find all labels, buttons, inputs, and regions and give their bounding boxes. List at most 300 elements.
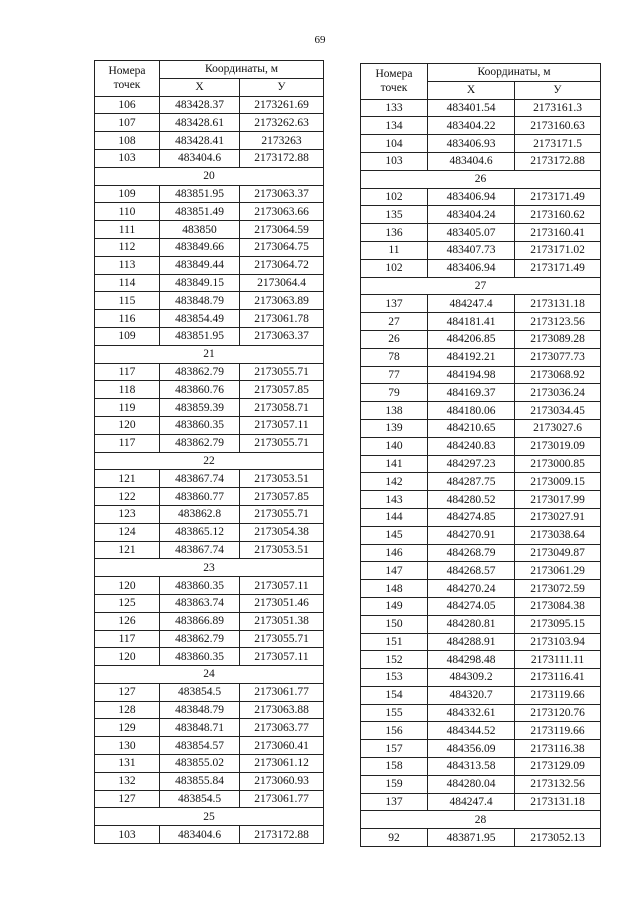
x-coordinate-cell: 483848.79 xyxy=(160,292,240,310)
y-coordinate-cell: 2173051.46 xyxy=(240,594,324,612)
point-number-cell: 117 xyxy=(95,434,160,452)
point-number-cell: 133 xyxy=(361,99,428,117)
x-coordinate-cell: 483404.6 xyxy=(160,826,240,844)
table-row xyxy=(95,132,324,150)
x-coordinate-cell: 483851.95 xyxy=(160,185,240,203)
table-row xyxy=(95,238,324,256)
x-coordinate-cell: 484280.52 xyxy=(428,491,515,509)
point-number-cell: 122 xyxy=(95,488,160,506)
y-coordinate-cell: 2173072.59 xyxy=(515,580,601,598)
point-number-cell: 136 xyxy=(361,224,428,242)
group-label: 22 xyxy=(95,452,324,470)
point-number-cell: 138 xyxy=(361,402,428,420)
y-coordinate-cell: 2173057.11 xyxy=(240,648,324,666)
y-coordinate-cell: 2173063.89 xyxy=(240,292,324,310)
x-coordinate-cell: 483854.5 xyxy=(160,790,240,808)
table-row xyxy=(361,419,601,437)
point-number-cell: 103 xyxy=(95,826,160,844)
y-coordinate-cell: 2173172.88 xyxy=(515,152,601,170)
table-row xyxy=(361,402,601,420)
x-coordinate-cell: 483406.93 xyxy=(428,135,515,153)
y-coordinate-cell: 2173063.66 xyxy=(240,203,324,221)
x-coordinate-cell: 483851.49 xyxy=(160,203,240,221)
point-number-cell: 157 xyxy=(361,740,428,758)
point-number-cell: 146 xyxy=(361,544,428,562)
x-coordinate-cell: 483865.12 xyxy=(160,523,240,541)
x-coordinate-cell: 483404.22 xyxy=(428,117,515,135)
table-row xyxy=(95,185,324,203)
x-coordinate-cell: 483866.89 xyxy=(160,612,240,630)
table-row xyxy=(361,259,601,277)
point-numbers-header-line2: точек xyxy=(113,79,141,92)
point-number-cell: 117 xyxy=(95,630,160,648)
point-numbers-header-line2: точек xyxy=(380,82,408,95)
point-number-cell: 79 xyxy=(361,384,428,402)
y-coordinate-cell: 2173095.15 xyxy=(515,615,601,633)
table-row xyxy=(361,597,601,615)
y-coordinate-cell: 2173061.12 xyxy=(240,755,324,773)
y-coordinate-cell: 2173172.88 xyxy=(240,149,324,167)
table-row xyxy=(361,206,601,224)
point-number-cell: 113 xyxy=(95,256,160,274)
point-numbers-header-line1: Номера xyxy=(375,68,413,81)
y-coordinate-cell: 2173061.29 xyxy=(515,562,601,580)
x-coordinate-cell: 484297.23 xyxy=(428,455,515,473)
point-number-cell: 132 xyxy=(95,772,160,790)
y-coordinate-cell: 2173049.87 xyxy=(515,544,601,562)
table-row xyxy=(361,188,601,206)
x-coordinate-cell: 484280.81 xyxy=(428,615,515,633)
group-row xyxy=(361,277,601,295)
table-row xyxy=(361,135,601,153)
point-number-cell: 92 xyxy=(361,829,428,847)
table-row xyxy=(361,348,601,366)
x-coordinate-cell: 483428.41 xyxy=(160,132,240,150)
point-number-cell: 117 xyxy=(95,363,160,381)
x-coordinate-cell: 484356.09 xyxy=(428,740,515,758)
coordinates-header: Координаты, м xyxy=(160,61,324,79)
table-row xyxy=(95,203,324,221)
x-coordinate-cell: 483854.49 xyxy=(160,310,240,328)
y-coordinate-cell: 2173103.94 xyxy=(515,633,601,651)
x-coordinate-cell: 483860.35 xyxy=(160,648,240,666)
point-number-cell: 124 xyxy=(95,523,160,541)
table-row xyxy=(361,508,601,526)
x-coordinate-cell: 483850 xyxy=(160,221,240,239)
point-number-cell: 109 xyxy=(95,327,160,345)
group-row xyxy=(95,808,324,826)
point-number-cell: 148 xyxy=(361,580,428,598)
point-number-cell: 116 xyxy=(95,310,160,328)
x-coordinate-cell: 484320.7 xyxy=(428,686,515,704)
y-coordinate-cell: 2173131.18 xyxy=(515,295,601,313)
table-row xyxy=(95,114,324,132)
x-coordinate-cell: 483854.5 xyxy=(160,683,240,701)
table-row xyxy=(95,416,324,434)
y-coordinate-cell: 2173055.71 xyxy=(240,630,324,648)
x-coordinate-cell: 483862.79 xyxy=(160,363,240,381)
table-row xyxy=(361,99,601,117)
y-coordinate-cell: 2173034.45 xyxy=(515,402,601,420)
table-row xyxy=(361,829,601,847)
y-coordinate-cell: 2173038.64 xyxy=(515,526,601,544)
point-number-cell: 155 xyxy=(361,704,428,722)
x-coordinate-cell: 484298.48 xyxy=(428,651,515,669)
y-column-header: У xyxy=(515,81,601,99)
table-body xyxy=(95,96,324,843)
x-coordinate-cell: 483406.94 xyxy=(428,188,515,206)
y-coordinate-cell: 2173055.71 xyxy=(240,363,324,381)
point-number-cell: 126 xyxy=(95,612,160,630)
y-coordinate-cell: 2173061.78 xyxy=(240,310,324,328)
group-label: 27 xyxy=(361,277,601,295)
point-number-cell: 127 xyxy=(95,683,160,701)
table-row xyxy=(95,737,324,755)
x-coordinate-cell: 483867.74 xyxy=(160,541,240,559)
point-number-cell: 123 xyxy=(95,505,160,523)
x-coordinate-cell: 483860.35 xyxy=(160,416,240,434)
y-coordinate-cell: 2173132.56 xyxy=(515,775,601,793)
y-coordinate-cell: 2173051.38 xyxy=(240,612,324,630)
group-row xyxy=(95,666,324,684)
y-coordinate-cell: 2173160.62 xyxy=(515,206,601,224)
point-number-cell: 109 xyxy=(95,185,160,203)
x-coordinate-cell: 484268.79 xyxy=(428,544,515,562)
point-number-cell: 120 xyxy=(95,416,160,434)
point-number-cell: 103 xyxy=(95,149,160,167)
table-row xyxy=(95,470,324,488)
x-coordinate-cell: 483863.74 xyxy=(160,594,240,612)
point-number-cell: 27 xyxy=(361,313,428,331)
table-row xyxy=(361,704,601,722)
y-coordinate-cell: 2173027.6 xyxy=(515,419,601,437)
x-coordinate-cell: 484270.91 xyxy=(428,526,515,544)
table-row xyxy=(95,719,324,737)
y-coordinate-cell: 2173052.13 xyxy=(515,829,601,847)
y-column-header: У xyxy=(240,78,324,96)
coordinates-table-left xyxy=(94,60,324,844)
point-number-cell: 130 xyxy=(95,737,160,755)
x-coordinate-cell: 483404.6 xyxy=(160,149,240,167)
table-row xyxy=(95,327,324,345)
point-number-cell: 78 xyxy=(361,348,428,366)
table-header xyxy=(361,64,601,100)
x-coordinate-cell: 483401.54 xyxy=(428,99,515,117)
y-coordinate-cell: 2173063.37 xyxy=(240,185,324,203)
point-number-cell: 112 xyxy=(95,238,160,256)
x-coordinate-cell: 484180.06 xyxy=(428,402,515,420)
table-row xyxy=(95,701,324,719)
y-coordinate-cell: 2173053.51 xyxy=(240,470,324,488)
x-coordinate-cell: 483860.35 xyxy=(160,577,240,595)
group-label: 26 xyxy=(361,170,601,188)
coordinates-table-right xyxy=(360,63,601,847)
group-label: 23 xyxy=(95,559,324,577)
point-number-cell: 158 xyxy=(361,758,428,776)
x-coordinate-cell: 484309.2 xyxy=(428,669,515,687)
point-number-cell: 135 xyxy=(361,206,428,224)
y-coordinate-cell: 2173064.72 xyxy=(240,256,324,274)
y-coordinate-cell: 2173160.41 xyxy=(515,224,601,242)
point-number-cell: 125 xyxy=(95,594,160,612)
y-coordinate-cell: 2173116.38 xyxy=(515,740,601,758)
y-coordinate-cell: 2173057.85 xyxy=(240,488,324,506)
y-coordinate-cell: 2173119.66 xyxy=(515,686,601,704)
x-column-header: X xyxy=(160,78,240,96)
y-coordinate-cell: 2173061.77 xyxy=(240,683,324,701)
table-row xyxy=(95,612,324,630)
y-coordinate-cell: 2173055.71 xyxy=(240,434,324,452)
y-coordinate-cell: 2173063.88 xyxy=(240,701,324,719)
table-row xyxy=(361,313,601,331)
page-number: 69 xyxy=(314,34,326,46)
y-coordinate-cell: 2173263 xyxy=(240,132,324,150)
x-coordinate-cell: 483404.24 xyxy=(428,206,515,224)
y-coordinate-cell: 2173064.75 xyxy=(240,238,324,256)
y-coordinate-cell: 2173120.76 xyxy=(515,704,601,722)
y-coordinate-cell: 2173036.24 xyxy=(515,384,601,402)
point-number-cell: 120 xyxy=(95,577,160,595)
table-header xyxy=(95,61,324,97)
x-coordinate-cell: 484344.52 xyxy=(428,722,515,740)
y-coordinate-cell: 2173019.09 xyxy=(515,437,601,455)
y-coordinate-cell: 2173061.77 xyxy=(240,790,324,808)
table-row xyxy=(361,775,601,793)
table-row xyxy=(95,434,324,452)
y-coordinate-cell: 2173000.85 xyxy=(515,455,601,473)
y-coordinate-cell: 2173063.77 xyxy=(240,719,324,737)
y-coordinate-cell: 2173064.4 xyxy=(240,274,324,292)
table-row xyxy=(95,523,324,541)
group-row xyxy=(95,167,324,185)
y-coordinate-cell: 2173161.3 xyxy=(515,99,601,117)
y-coordinate-cell: 2173060.93 xyxy=(240,772,324,790)
y-coordinate-cell: 2173064.59 xyxy=(240,221,324,239)
point-number-cell: 143 xyxy=(361,491,428,509)
x-coordinate-cell: 483405.07 xyxy=(428,224,515,242)
table-row xyxy=(361,526,601,544)
table-row xyxy=(361,651,601,669)
y-coordinate-cell: 2173111.11 xyxy=(515,651,601,669)
x-coordinate-cell: 483860.77 xyxy=(160,488,240,506)
point-number-cell: 11 xyxy=(361,241,428,259)
y-coordinate-cell: 2173262.63 xyxy=(240,114,324,132)
y-coordinate-cell: 2173057.11 xyxy=(240,416,324,434)
point-number-cell: 156 xyxy=(361,722,428,740)
table-row xyxy=(95,577,324,595)
point-number-cell: 145 xyxy=(361,526,428,544)
table-row xyxy=(361,152,601,170)
y-coordinate-cell: 2173131.18 xyxy=(515,793,601,811)
point-number-cell: 129 xyxy=(95,719,160,737)
x-coordinate-cell: 483855.84 xyxy=(160,772,240,790)
table-row xyxy=(95,149,324,167)
table-row xyxy=(95,648,324,666)
group-row xyxy=(361,170,601,188)
point-number-cell: 141 xyxy=(361,455,428,473)
table-row xyxy=(95,488,324,506)
x-coordinate-cell: 484288.91 xyxy=(428,633,515,651)
y-coordinate-cell: 2173058.71 xyxy=(240,399,324,417)
table-row xyxy=(361,580,601,598)
table-row xyxy=(361,224,601,242)
y-coordinate-cell: 2173172.88 xyxy=(240,826,324,844)
x-coordinate-cell: 484268.57 xyxy=(428,562,515,580)
group-row xyxy=(361,811,601,829)
point-number-cell: 111 xyxy=(95,221,160,239)
table-row xyxy=(361,740,601,758)
point-number-cell: 107 xyxy=(95,114,160,132)
x-coordinate-cell: 484194.98 xyxy=(428,366,515,384)
point-number-cell: 118 xyxy=(95,381,160,399)
point-number-cell: 152 xyxy=(361,651,428,669)
y-coordinate-cell: 2173123.56 xyxy=(515,313,601,331)
point-number-cell: 159 xyxy=(361,775,428,793)
x-coordinate-cell: 483848.71 xyxy=(160,719,240,737)
table-row xyxy=(361,686,601,704)
table-row xyxy=(361,330,601,348)
table-row xyxy=(361,615,601,633)
point-number-cell: 144 xyxy=(361,508,428,526)
y-coordinate-cell: 2173054.38 xyxy=(240,523,324,541)
point-number-cell: 102 xyxy=(361,188,428,206)
point-number-cell: 102 xyxy=(361,259,428,277)
x-coordinate-cell: 484332.61 xyxy=(428,704,515,722)
table-row xyxy=(95,96,324,114)
table-row xyxy=(361,455,601,473)
y-coordinate-cell: 2173129.09 xyxy=(515,758,601,776)
table-row xyxy=(361,241,601,259)
x-coordinate-cell: 483849.66 xyxy=(160,238,240,256)
point-number-cell: 153 xyxy=(361,669,428,687)
table-row xyxy=(361,544,601,562)
x-coordinate-cell: 484274.85 xyxy=(428,508,515,526)
point-number-cell: 140 xyxy=(361,437,428,455)
table-row xyxy=(95,256,324,274)
table-row xyxy=(95,594,324,612)
x-coordinate-cell: 483854.57 xyxy=(160,737,240,755)
table-row xyxy=(95,274,324,292)
point-number-cell: 110 xyxy=(95,203,160,221)
y-coordinate-cell: 2173261.69 xyxy=(240,96,324,114)
x-coordinate-cell: 484206.85 xyxy=(428,330,515,348)
x-coordinate-cell: 483406.94 xyxy=(428,259,515,277)
x-coordinate-cell: 484270.24 xyxy=(428,580,515,598)
y-coordinate-cell: 2173060.41 xyxy=(240,737,324,755)
point-number-cell: 106 xyxy=(95,96,160,114)
x-coordinate-cell: 484287.75 xyxy=(428,473,515,491)
x-column-header: X xyxy=(428,81,515,99)
point-number-cell: 149 xyxy=(361,597,428,615)
point-number-cell: 115 xyxy=(95,292,160,310)
point-number-cell: 154 xyxy=(361,686,428,704)
table-body xyxy=(361,99,601,846)
group-row xyxy=(95,345,324,363)
coordinates-header: Координаты, м xyxy=(428,64,601,82)
x-coordinate-cell: 483862.79 xyxy=(160,434,240,452)
point-number-cell: 121 xyxy=(95,470,160,488)
point-number-cell: 142 xyxy=(361,473,428,491)
table-row xyxy=(95,505,324,523)
table-row xyxy=(361,722,601,740)
x-coordinate-cell: 483867.74 xyxy=(160,470,240,488)
x-coordinate-cell: 483849.44 xyxy=(160,256,240,274)
point-number-cell: 119 xyxy=(95,399,160,417)
group-label: 20 xyxy=(95,167,324,185)
y-coordinate-cell: 2173055.71 xyxy=(240,505,324,523)
table-row xyxy=(95,221,324,239)
table-row xyxy=(361,758,601,776)
y-coordinate-cell: 2173077.73 xyxy=(515,348,601,366)
x-coordinate-cell: 484247.4 xyxy=(428,793,515,811)
table-row xyxy=(95,772,324,790)
point-number-cell: 120 xyxy=(95,648,160,666)
x-coordinate-cell: 483860.76 xyxy=(160,381,240,399)
table-row xyxy=(361,437,601,455)
point-number-cell: 147 xyxy=(361,562,428,580)
y-coordinate-cell: 2173063.37 xyxy=(240,327,324,345)
table-row xyxy=(95,541,324,559)
y-coordinate-cell: 2173068.92 xyxy=(515,366,601,384)
x-coordinate-cell: 483859.39 xyxy=(160,399,240,417)
table-row xyxy=(95,826,324,844)
point-number-cell: 137 xyxy=(361,793,428,811)
table-row xyxy=(95,381,324,399)
x-coordinate-cell: 483862.8 xyxy=(160,505,240,523)
x-coordinate-cell: 484313.58 xyxy=(428,758,515,776)
table-row xyxy=(95,683,324,701)
x-coordinate-cell: 484169.37 xyxy=(428,384,515,402)
table-row xyxy=(361,562,601,580)
y-coordinate-cell: 2173171.49 xyxy=(515,259,601,277)
table-row xyxy=(95,755,324,773)
table-row xyxy=(95,630,324,648)
y-coordinate-cell: 2173053.51 xyxy=(240,541,324,559)
y-coordinate-cell: 2173171.5 xyxy=(515,135,601,153)
point-number-cell: 131 xyxy=(95,755,160,773)
x-coordinate-cell: 483428.37 xyxy=(160,96,240,114)
group-row xyxy=(95,559,324,577)
y-coordinate-cell: 2173171.49 xyxy=(515,188,601,206)
group-label: 25 xyxy=(95,808,324,826)
x-coordinate-cell: 483862.79 xyxy=(160,630,240,648)
table-row xyxy=(361,669,601,687)
table-row xyxy=(361,384,601,402)
x-coordinate-cell: 483871.95 xyxy=(428,829,515,847)
point-number-cell: 128 xyxy=(95,701,160,719)
y-coordinate-cell: 2173027.91 xyxy=(515,508,601,526)
group-row xyxy=(95,452,324,470)
y-coordinate-cell: 2173089.28 xyxy=(515,330,601,348)
table-row xyxy=(95,790,324,808)
group-label: 21 xyxy=(95,345,324,363)
point-numbers-header xyxy=(95,61,160,97)
x-coordinate-cell: 484247.4 xyxy=(428,295,515,313)
x-coordinate-cell: 484274.05 xyxy=(428,597,515,615)
table-row xyxy=(95,292,324,310)
table-row xyxy=(95,399,324,417)
x-coordinate-cell: 483849.15 xyxy=(160,274,240,292)
group-label: 24 xyxy=(95,666,324,684)
point-numbers-header xyxy=(361,64,428,100)
x-coordinate-cell: 484240.83 xyxy=(428,437,515,455)
table-row xyxy=(361,491,601,509)
x-coordinate-cell: 483855.02 xyxy=(160,755,240,773)
y-coordinate-cell: 2173119.66 xyxy=(515,722,601,740)
table-row xyxy=(95,363,324,381)
table-row xyxy=(95,310,324,328)
point-number-cell: 139 xyxy=(361,419,428,437)
